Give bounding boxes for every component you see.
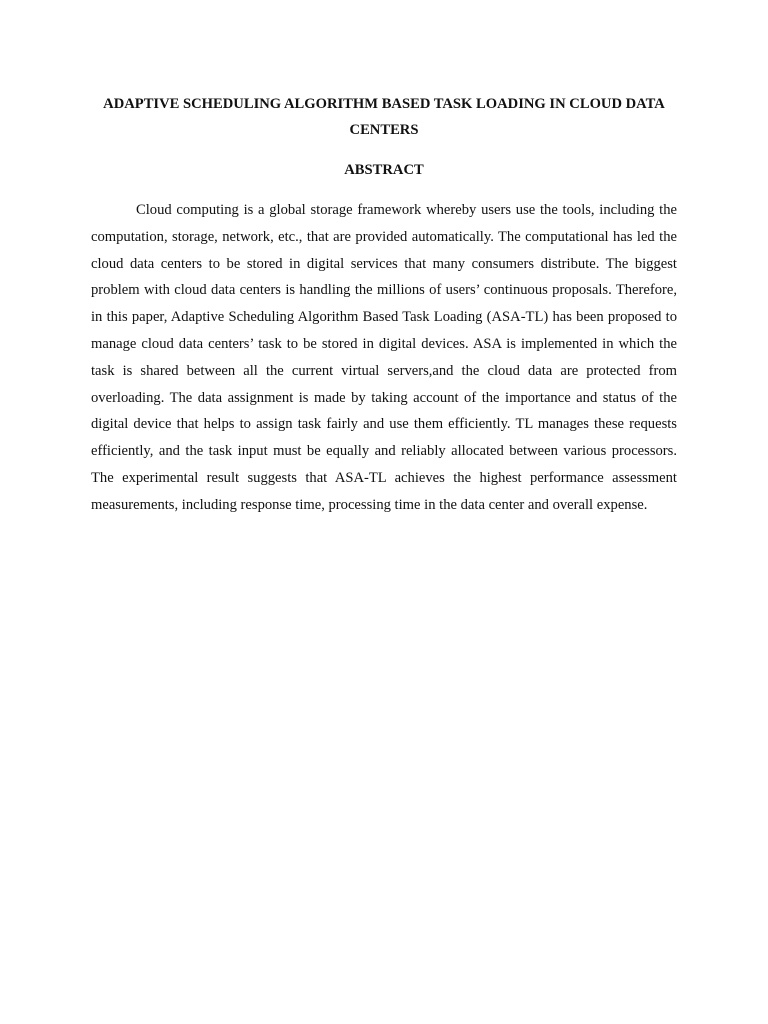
abstract-paragraph: Cloud computing is a global storage framework whereby users use the tools, including the computation, storage, network, etc., that are provided automatically. The computational has led the cloud data centers to be stored in digital services that many consumers distribute. The biggest problem with cloud data centers is handling the millions of users’ continuous proposals. Therefore, in this paper, Adaptive Scheduling Algorithm Based Task Loading (ASA-TL) has been proposed to manage cloud data centers’ task to be stored in digital devices. ASA is implemented in which the task is shared between all the current virtual servers,and the cloud data are protected from overloading. The data assignment is made by taking account of the importance and status of the digital device that helps to assign task fairly and use them efficiently. TL manages these requests efficiently, and the task input must be equally and reliably allocated between various processors. The experimental result suggests that ASA-TL achieves the highest performance assessment measurements, including response time, processing time in the data center and overall expense.: [91, 202, 677, 513]
paper-title: ADAPTIVE SCHEDULING ALGORITHM BASED TASK LOADING IN CLOUD DATA CENTERS: [103, 96, 665, 138]
abstract-heading: ABSTRACT: [344, 162, 424, 178]
